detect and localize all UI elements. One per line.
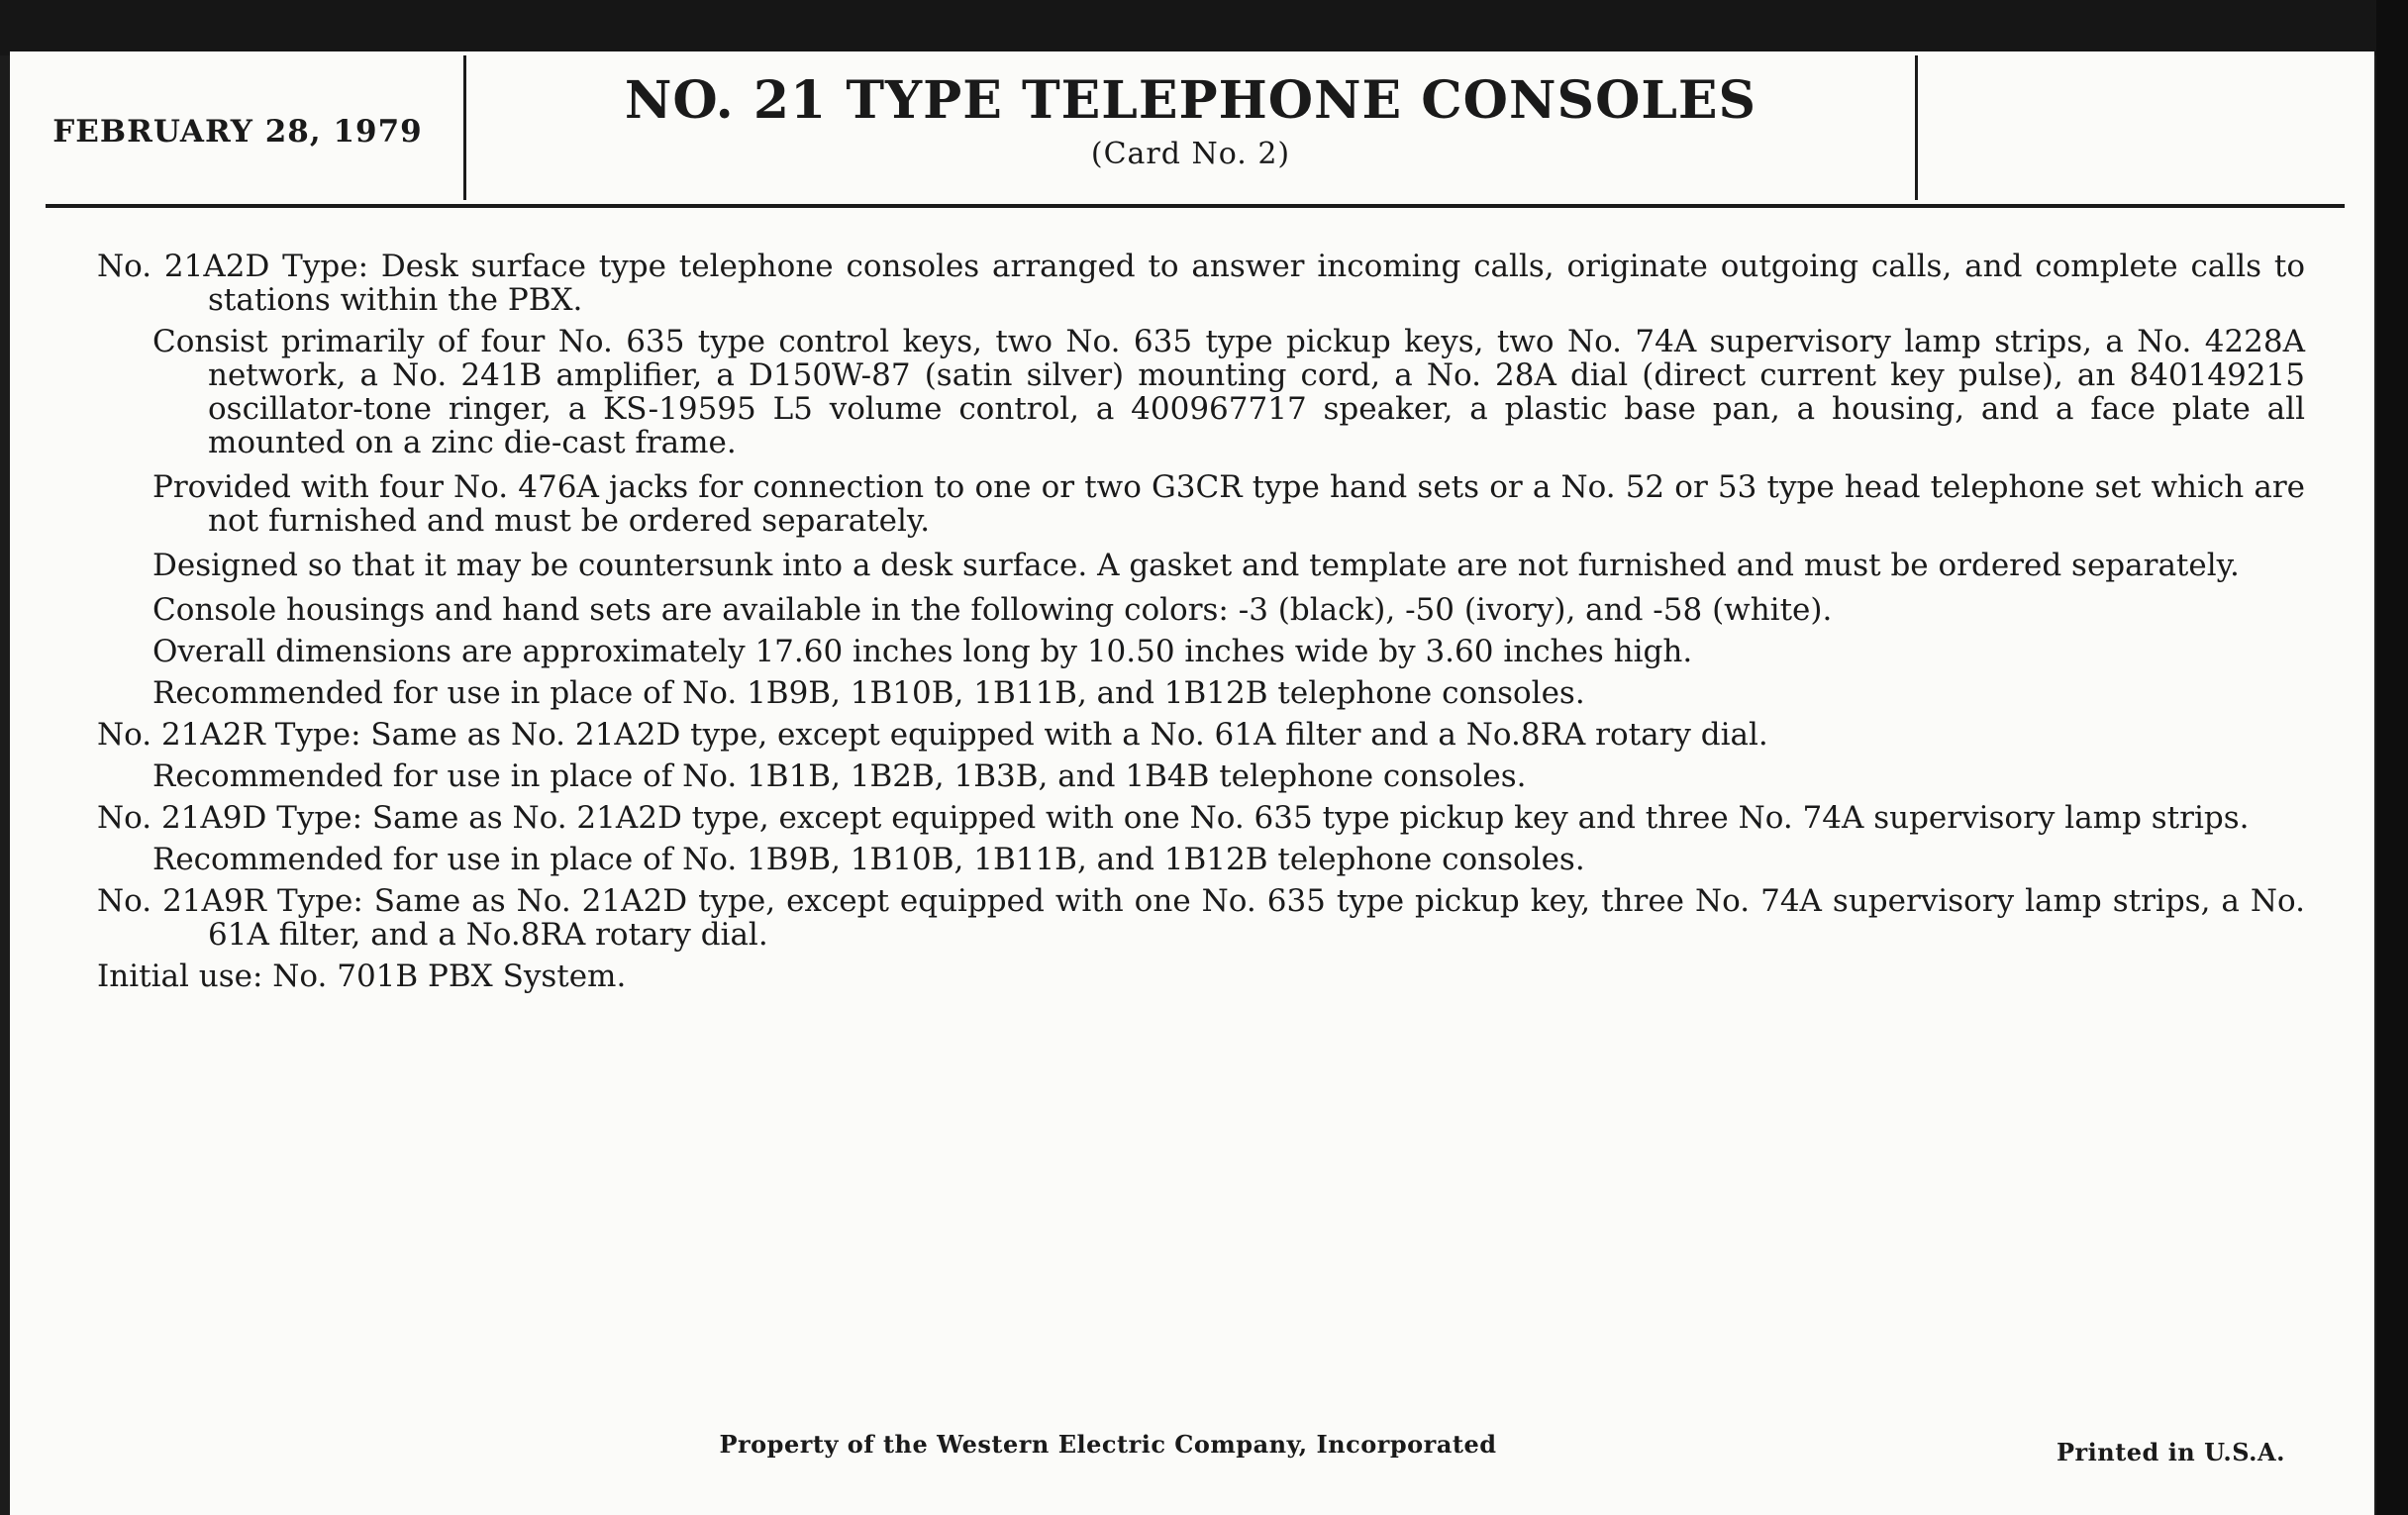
scan-border-top [0,0,2408,55]
header-rule [46,204,2345,208]
type-21a2r-recommended: Recommended for use in place of No. 1B1B, 1B2B, 1B3B, and 1B4B telephone consoles. [152,758,1527,794]
type-21a2d-dimensions: Overall dimensions are approximately 17.60 inches long by 10.50 inches wide by 3.60 inches high. [152,634,1693,669]
type-21a2d-jacks: Provided with four No. 476A jacks for connection to one or two G3CR type hand sets or a No. 52 or 53 type head telephone set which are not furnished and must be ordered separately. [152,469,2305,539]
footer-property [10,1430,2374,1459]
type-21a2r-description: No. 21A2R Type: Same as No. 21A2D type, except equipped with a No. 61A filter and a No.8RA rotary dial. [97,717,1768,753]
card-subtitle: (Card No. 2) [1090,137,1291,171]
type-21a2d-recommended: Recommended for use in place of No. 1B9B, 1B10B, 1B11B, and 1B12B telephone consoles. [152,675,1585,711]
type-21a2d-components: Consist primarily of four No. 635 type control keys, two No. 635 type pickup keys, two No. 74A supervisory lamp strips, a No. 4228A network, a No. 241B amplifier, a D150W-87 (satin silver) mounting cord, a No. 28A dial (direct current key pulse), an 840149215 oscillator-tone ringer, a KS-19595 L5 volume control, a 400967717 speaker, a plastic base pan, a housing, and a face plate all mounted on a zinc die-cast frame. [152,324,2305,460]
scan-border-right [2376,0,2408,1515]
printed-in-usa: Printed in U.S.A. [2056,1438,2285,1466]
date-cell [10,51,465,200]
title-cell [466,51,1915,200]
type-21a9d-description: No. 21A9D Type: Same as No. 21A2D type, except equipped with one No. 635 type pickup key and three No. 74A supervisory lamp strips. [97,800,2250,836]
card-header [10,51,2374,206]
property-notice: Property of the Western Electric Company, Incorporated [719,1430,1497,1459]
initial-use: Initial use: No. 701B PBX System. [97,959,627,994]
type-21a2d-colors: Console housings and hand sets are available in the following colors: -3 (black), -50 (ivory), and -58 (white). [152,592,1833,628]
type-21a9r-description: No. 21A9R Type: Same as No. 21A2D type, except equipped with one No. 635 type pickup key, three No. 74A supervisory lamp strips, a No. 61A filter, and a No.8RA rotary dial. [97,883,2305,953]
issue-date: FEBRUARY 28, 1979 [52,114,423,150]
header-divider-right [1915,55,1918,200]
catalog-card [10,51,2374,1515]
card-title: NO. 21 TYPE TELEPHONE CONSOLES [624,70,1757,131]
type-21a2d-description: No. 21A2D Type: Desk surface type telephone consoles arranged to answer incoming calls, originate outgoing calls, and complete calls to stations within the PBX. [97,249,2305,318]
type-21a2d-mounting: Designed so that it may be countersunk into a desk surface. A gasket and template are not furnished and must be ordered separately. [152,548,2240,583]
type-21a9d-recommended: Recommended for use in place of No. 1B9B, 1B10B, 1B11B, and 1B12B telephone consoles. [152,842,1585,877]
card-body [97,250,2305,993]
